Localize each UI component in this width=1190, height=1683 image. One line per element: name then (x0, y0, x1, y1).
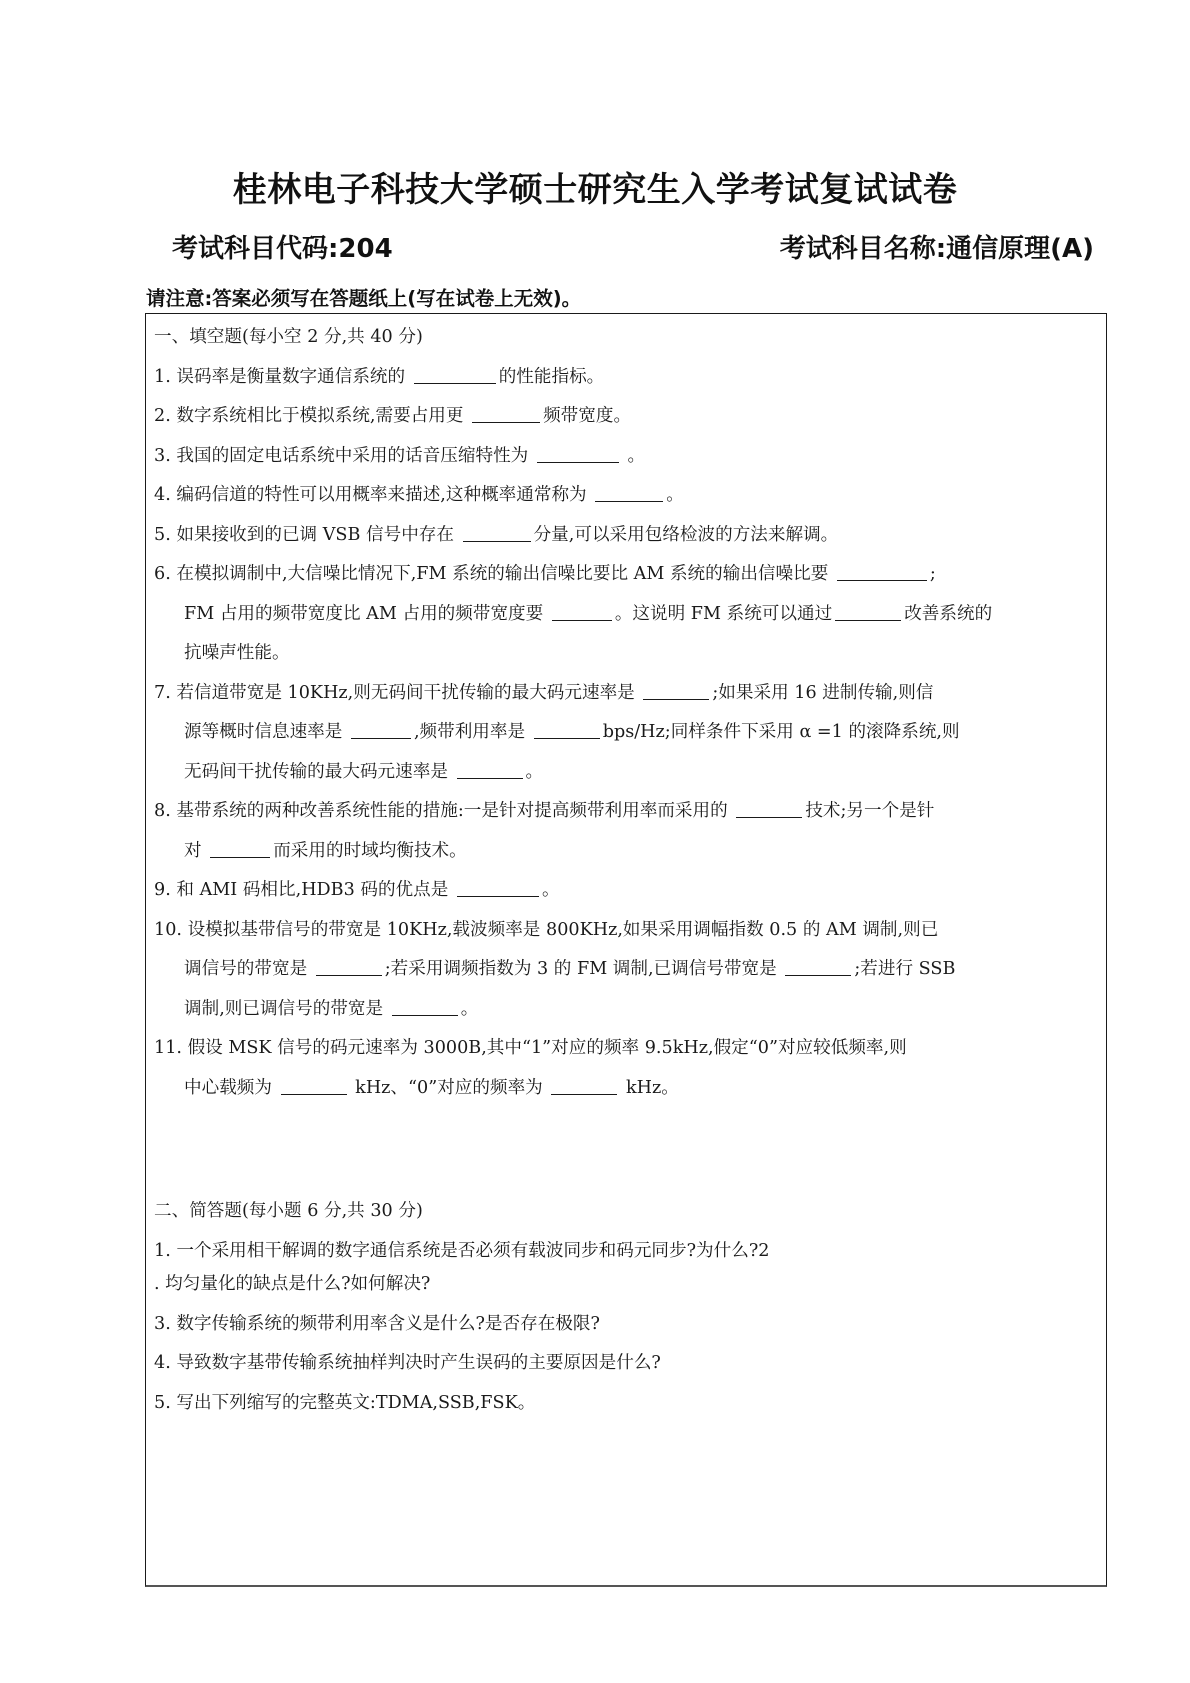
answer-blank (457, 756, 523, 779)
answer-blank (537, 440, 619, 463)
subject-code: 考试科目代码:204 (172, 234, 393, 264)
question-10-line-1: 10. 设模拟基带信号的带宽是 10KHz,载波频率是 800KHz,如果采用调幅指数 0.5 的 AM 调制,则已 (154, 919, 939, 940)
question-7-line-3: 无码间干扰传输的最大码元速率是 。 (154, 753, 1098, 793)
answer-blank (463, 519, 531, 542)
answer-blank (210, 835, 270, 858)
answer-blank (736, 795, 802, 818)
answer-blank (552, 598, 612, 621)
answer-blank (472, 400, 540, 423)
question-6-line-3: 抗噪声性能。 (184, 643, 290, 663)
short-answer-item: 4. 导致数字基带传输系统抽样判决时产生误码的主要原因是什么? (154, 1353, 661, 1373)
question-8-line-1: 8. 基带系统的两种改善系统性能的措施:一是针对提高频带利用率而采用的 技术;另一个是针 (154, 792, 1098, 832)
question-2: 2. 数字系统相比于模拟系统,需要占用更 频带宽度。 (154, 397, 1098, 437)
answer-blank (785, 953, 851, 976)
answer-blank (457, 874, 539, 897)
exam-title: 桂林电子科技大学硕士研究生入学考试复试试卷 (232, 170, 958, 210)
question-10-line-3: 调制,则已调信号的带宽是 。 (154, 990, 1098, 1030)
answer-blank (835, 598, 901, 621)
short-answer-item: 3. 数字传输系统的频带利用率含义是什么?是否存在极限? (154, 1313, 600, 1334)
short-answer-item: 1. 一个采用相干解调的数字通信系统是否必须有载波同步和码元同步?为什么?2 (154, 1240, 770, 1261)
answer-blank (392, 993, 458, 1016)
answer-blank (595, 479, 663, 502)
question-content (154, 314, 1098, 1423)
question-7-line-1: 7. 若信道带宽是 10KHz,则无码间干扰传输的最大码元速率是 ;如果采用 16 进制传输,则信 (154, 674, 1098, 714)
question-5: 5. 如果接收到的已调 VSB 信号中存在 分量,可以采用包络检波的方法来解调。 (154, 516, 1098, 556)
exam-meta (172, 228, 1094, 268)
answer-blank (551, 1072, 617, 1095)
question-10-line-2: 调信号的带宽是 ;若采用调频指数为 3 的 FM 调制,已调信号带宽是 ;若进行 SSB (154, 950, 1098, 990)
question-8-line-2: 对 而采用的时域均衡技术。 (154, 832, 1098, 872)
subject-name: 考试科目名称:通信原理(A) (779, 234, 1094, 264)
question-6-line-1: 6. 在模拟调制中,大信噪比情况下,FM 系统的输出信噪比要比 AM 系统的输出信噪比要 ; (154, 555, 1098, 595)
answer-blank (837, 558, 927, 581)
question-11-line-1: 11. 假设 MSK 信号的码元速率为 3000B,其中“1”对应的频率 9.5kHz,假定“0”对应较低频率,则 (154, 1038, 907, 1058)
question-box (145, 313, 1107, 1587)
question-4: 4. 编码信道的特性可以用概率来描述,这种概率通常称为 。 (154, 476, 1098, 516)
answer-blank (281, 1072, 347, 1095)
question-3: 3. 我国的固定电话系统中采用的话音压缩特性为 。 (154, 437, 1098, 477)
question-1: 1. 误码率是衡量数字通信系统的 的性能指标。 (154, 358, 1098, 398)
answer-blank (643, 677, 709, 700)
answer-blank (414, 361, 496, 384)
answer-blank (534, 716, 600, 739)
answer-blank (351, 716, 411, 739)
notice: 请注意:答案必须写在答题纸上(写在试卷上无效)。 (146, 287, 582, 310)
spacer (154, 1108, 1098, 1188)
short-answer-item: 5. 写出下列缩写的完整英文:TDMA,SSB,FSK。 (154, 1392, 536, 1413)
question-6-line-2: FM 占用的频带宽度比 AM 占用的频带宽度要 。这说明 FM 系统可以通过 改善系统的 (154, 595, 1098, 635)
question-11-line-2: 中心载频为 kHz、“0”对应的频率为 kHz。 (154, 1069, 1098, 1109)
section-1-heading: 一、填空题(每小空 2 分,共 40 分) (154, 327, 423, 347)
question-9: 9. 和 AMI 码相比,HDB3 码的优点是 。 (154, 871, 1098, 911)
answer-blank (316, 953, 382, 976)
short-answer-item: . 均匀量化的缺点是什么?如何解决? (154, 1274, 431, 1294)
question-7-line-2: 源等概时信息速率是 ,频带利用率是 bps/Hz;同样条件下采用 α =1 的滚降系统,则 (154, 713, 1098, 753)
section-2-heading: 二、简答题(每小题 6 分,共 30 分) (154, 1201, 423, 1221)
